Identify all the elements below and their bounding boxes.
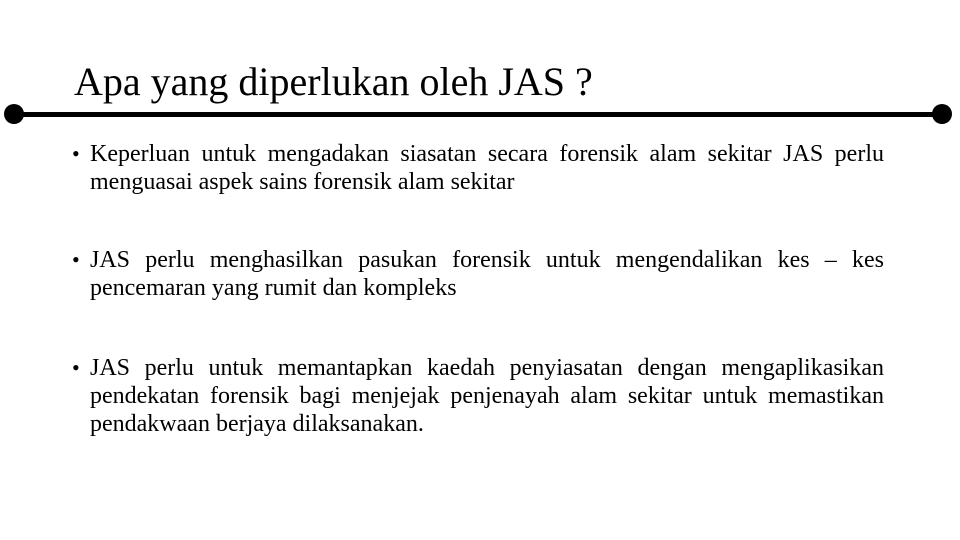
bullet-marker: • [72, 247, 80, 272]
bullet-item [72, 140, 884, 196]
bullet-text: Keperluan untuk mengadakan siasatan secara forensik alam sekitar JAS perlu menguasai aspek sains forensik alam sekitar [90, 141, 884, 195]
title-rule [14, 112, 942, 117]
bullet-item [72, 354, 884, 438]
bullet-marker: • [72, 355, 80, 380]
bullet-item [72, 246, 884, 302]
title-rule-right-endpoint [932, 104, 952, 124]
bullet-list [72, 140, 884, 438]
slide-title: Apa yang diperlukan oleh JAS ? [74, 59, 593, 104]
bullet-text: JAS perlu menghasilkan pasukan forensik untuk mengendalikan kes – kes pencemaran yang rumit dan kompleks [90, 247, 884, 301]
bullet-text: JAS perlu untuk memantapkan kaedah penyiasatan dengan mengaplikasikan pendekatan forensik bagi menjejak penjenayah alam sekitar untuk memastikan pendakwaan berjaya dilaksanakan. [90, 355, 884, 437]
bullet-marker: • [72, 141, 80, 166]
